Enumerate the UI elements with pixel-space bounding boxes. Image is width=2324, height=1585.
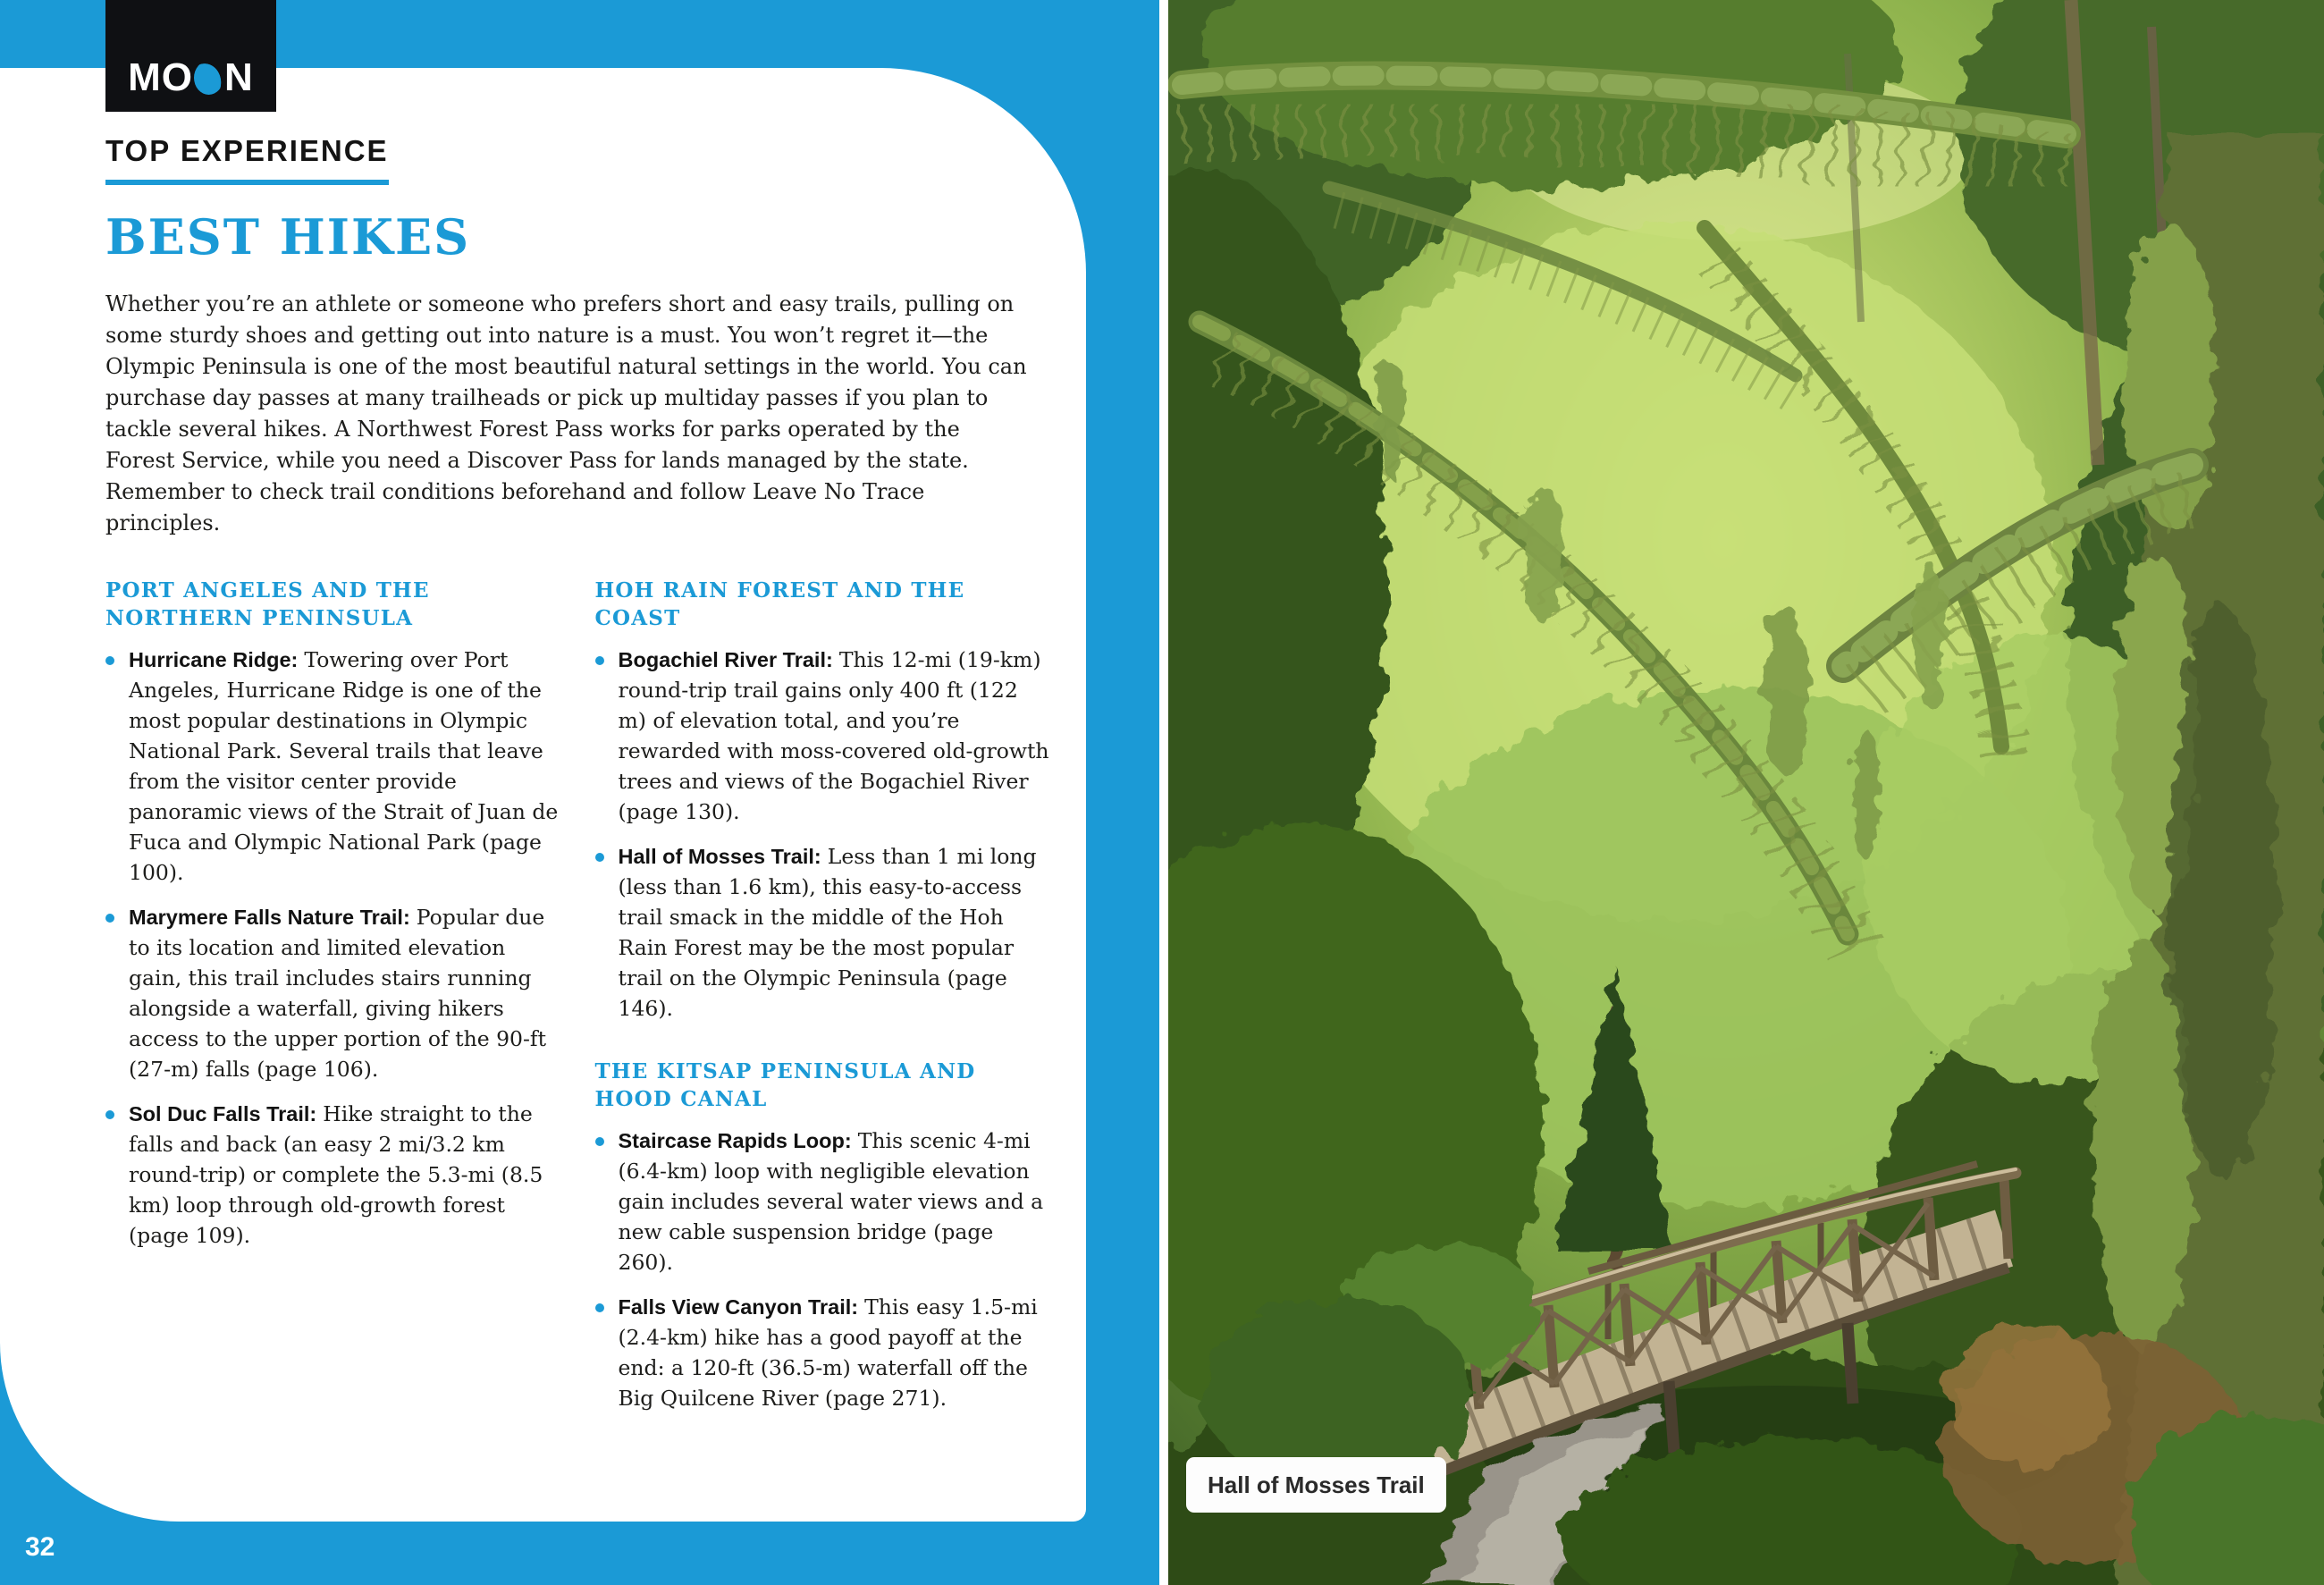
bullet-dot-icon — [595, 656, 604, 665]
list-item — [105, 645, 563, 888]
bullet-dot-icon — [105, 1110, 114, 1119]
forest-illustration — [1168, 0, 2324, 1585]
rail-post — [1852, 1219, 1858, 1302]
page-number: 32 — [25, 1532, 55, 1562]
bullet-dot-icon — [595, 1137, 604, 1146]
moon-wordmark — [128, 55, 254, 99]
list-item — [595, 841, 1053, 1024]
moon-wordmark-prefix: MO — [128, 55, 194, 99]
trail-name: Hurricane Ridge: — [129, 648, 299, 671]
trail-description: Popular due to its location and limited elevation gain, this trail includes stairs running alongside a waterfall, giving hikers access to the upper portion of the 90-ft (27-m) falls (page 106). — [129, 905, 547, 1082]
list-item — [105, 902, 563, 1084]
support-leg — [1848, 1323, 1853, 1404]
section-kitsap-hood-canal — [595, 1058, 1053, 1413]
trail-description: Hike straight to the falls and back (an easy 2 mi/3.2 km round-trip) or complete the 5.3-mi (8.5 km) loop through old-growth forest (page 109). — [129, 1101, 543, 1248]
section-heading: THE KITSAP PENINSULA AND HOOD CANAL — [594, 1059, 976, 1111]
trail-name: Sol Duc Falls Trail: — [129, 1102, 317, 1126]
rail-post — [1548, 1305, 1554, 1387]
rail-post — [2004, 1178, 2008, 1259]
trail-list — [105, 645, 563, 1251]
moon-crescent-icon — [194, 61, 223, 95]
bullet-dot-icon — [105, 914, 114, 923]
top-experience-label: TOP EXPERIENCE — [105, 134, 389, 167]
trail-description: This easy 1.5-mi (2.4-km) hike has a good payoff at the end: a 120-ft (36.5-m) waterfall off the Big Quilcene River (page 271). — [618, 1294, 1038, 1411]
list-item — [595, 645, 1053, 827]
trail-description: Towering over Port Angeles, Hurricane Ridge is one of the most popular destinations in Olympic National Park. Several trails that leave from the visitor center provide panoramic views of the Strait of Juan de Fuca and Olympic National Park (page 100). — [129, 647, 559, 885]
photo-caption: Hall of Mosses Trail — [1186, 1457, 1446, 1513]
content-card — [0, 68, 1086, 1522]
bullet-dot-icon — [595, 853, 604, 862]
rail-post — [1776, 1241, 1782, 1323]
trail-list — [595, 1126, 1053, 1413]
section-heading: HOH RAIN FOREST AND THE COAST — [594, 578, 965, 630]
moon-wordmark-suffix: N — [224, 55, 254, 99]
top-experience-banner — [105, 134, 389, 185]
list-item — [595, 1292, 1053, 1413]
trail-name: Falls View Canyon Trail: — [618, 1295, 859, 1319]
bullet-dot-icon — [105, 656, 114, 665]
list-item — [105, 1099, 563, 1251]
intro-paragraph: Whether you’re an athlete or someone who prefers short and easy trails, pulling on some sturdy shoes and getting out into nature is a must. You won’t regret it—the Olympic Peninsula is one of the most beautiful natural settings in the world. You can purchase day passes at many trailheads or pick up multiday passes if you plan to tackle several hikes. A Northwest Forest Pass works for parks operated by the Forest Service, while you need a Discover Pass for lands managed by the state. Remember to check trail conditions beforehand and follow Leave No Trace principles. — [105, 291, 1027, 535]
bullet-dot-icon — [595, 1303, 604, 1312]
rail-post — [1700, 1262, 1706, 1345]
section-port-angeles — [105, 577, 563, 1251]
section-heading: PORT ANGELES AND THE NORTHERN PENINSULA — [105, 578, 430, 630]
trail-list — [595, 645, 1053, 1024]
rainforest-photo — [1168, 0, 2324, 1585]
trail-description: This scenic 4-mi (6.4-km) loop with negligible elevation gain includes several water views and a new cable suspension bridge (page 260). — [618, 1128, 1044, 1275]
moon-logo — [105, 0, 276, 112]
left-page-blue-frame — [0, 0, 1159, 1585]
support-leg — [1669, 1381, 1674, 1453]
trail-name: Bogachiel River Trail: — [618, 648, 833, 671]
rail-post — [1624, 1284, 1630, 1366]
column-right — [595, 577, 1053, 1428]
trail-name: Marymere Falls Nature Trail: — [129, 906, 410, 929]
section-hoh-rain-forest — [595, 577, 1053, 1024]
trail-name: Staircase Rapids Loop: — [618, 1129, 852, 1152]
content-area — [0, 68, 1086, 1428]
trail-description: Less than 1 mi long (less than 1.6 km), this easy-to-access trail smack in the middle of the Hoh Rain Forest may be the most popular trail on the Olympic Peninsula (page 146). — [618, 844, 1037, 1021]
list-item — [595, 1126, 1053, 1277]
rail-post — [1928, 1198, 1934, 1280]
two-column-layout — [105, 577, 1052, 1428]
column-left — [105, 577, 563, 1428]
page-title: BEST HIKES — [105, 208, 471, 266]
trail-name: Hall of Mosses Trail: — [618, 845, 821, 868]
trail-description: This 12-mi (19-km) round-trip trail gains only 400 ft (122 m) of elevation total, and you’re rewarded with moss-covered old-growth trees and views of the Bogachiel River (page 130). — [618, 647, 1049, 824]
